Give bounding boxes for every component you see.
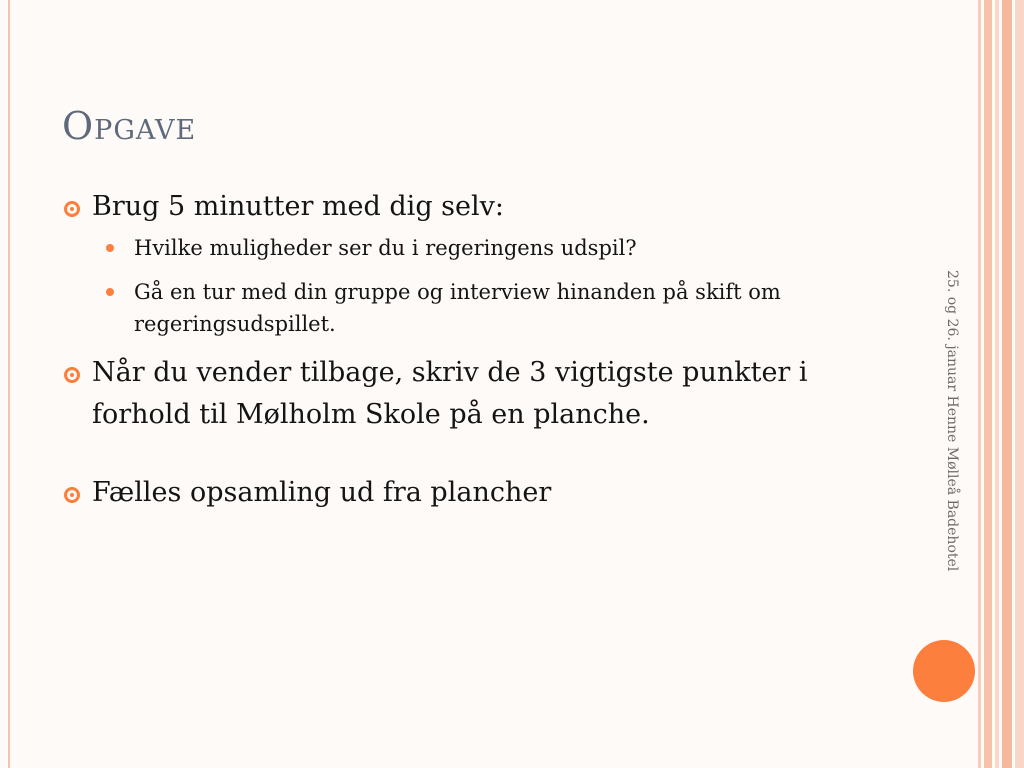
bullet-text: Fælles opsamling ud fra plancher (92, 477, 552, 508)
slide-title: Opgave (62, 104, 197, 148)
bullet-text: Når du vender tilbage, skriv de 3 vigtigste punkter i forhold til Mølholm Skole på en planche. (92, 357, 808, 430)
dot-bullet-icon (106, 288, 114, 296)
bullet-item (62, 186, 882, 228)
decor-stripe (984, 0, 992, 768)
left-border-line (8, 0, 10, 768)
decor-stripe (978, 0, 981, 768)
sub-bullet-text: Hvilke muligheder ser du i regeringens udspil? (134, 236, 637, 260)
bullet-text: Brug 5 minutter med dig selv: (92, 191, 505, 222)
dot-bullet-icon (106, 244, 114, 252)
decor-circle (913, 640, 975, 702)
sub-bullet-item (62, 232, 834, 264)
bullet-item (62, 472, 882, 514)
ring-bullet-icon (64, 201, 80, 217)
footer-date-location: 25. og 26. januar Henne Mølleå Badehotel (944, 270, 960, 572)
slide-content (62, 186, 882, 514)
sub-bullet-item (62, 276, 834, 340)
decor-stripe (1002, 0, 1012, 768)
sub-bullet-text: Gå en tur med din gruppe og interview hinanden på skift om regeringsudspillet. (134, 280, 781, 336)
decor-stripe (1015, 0, 1024, 768)
bullet-item (62, 352, 882, 436)
decor-stripe (995, 0, 999, 768)
ring-bullet-icon (64, 367, 80, 383)
ring-bullet-icon (64, 487, 80, 503)
